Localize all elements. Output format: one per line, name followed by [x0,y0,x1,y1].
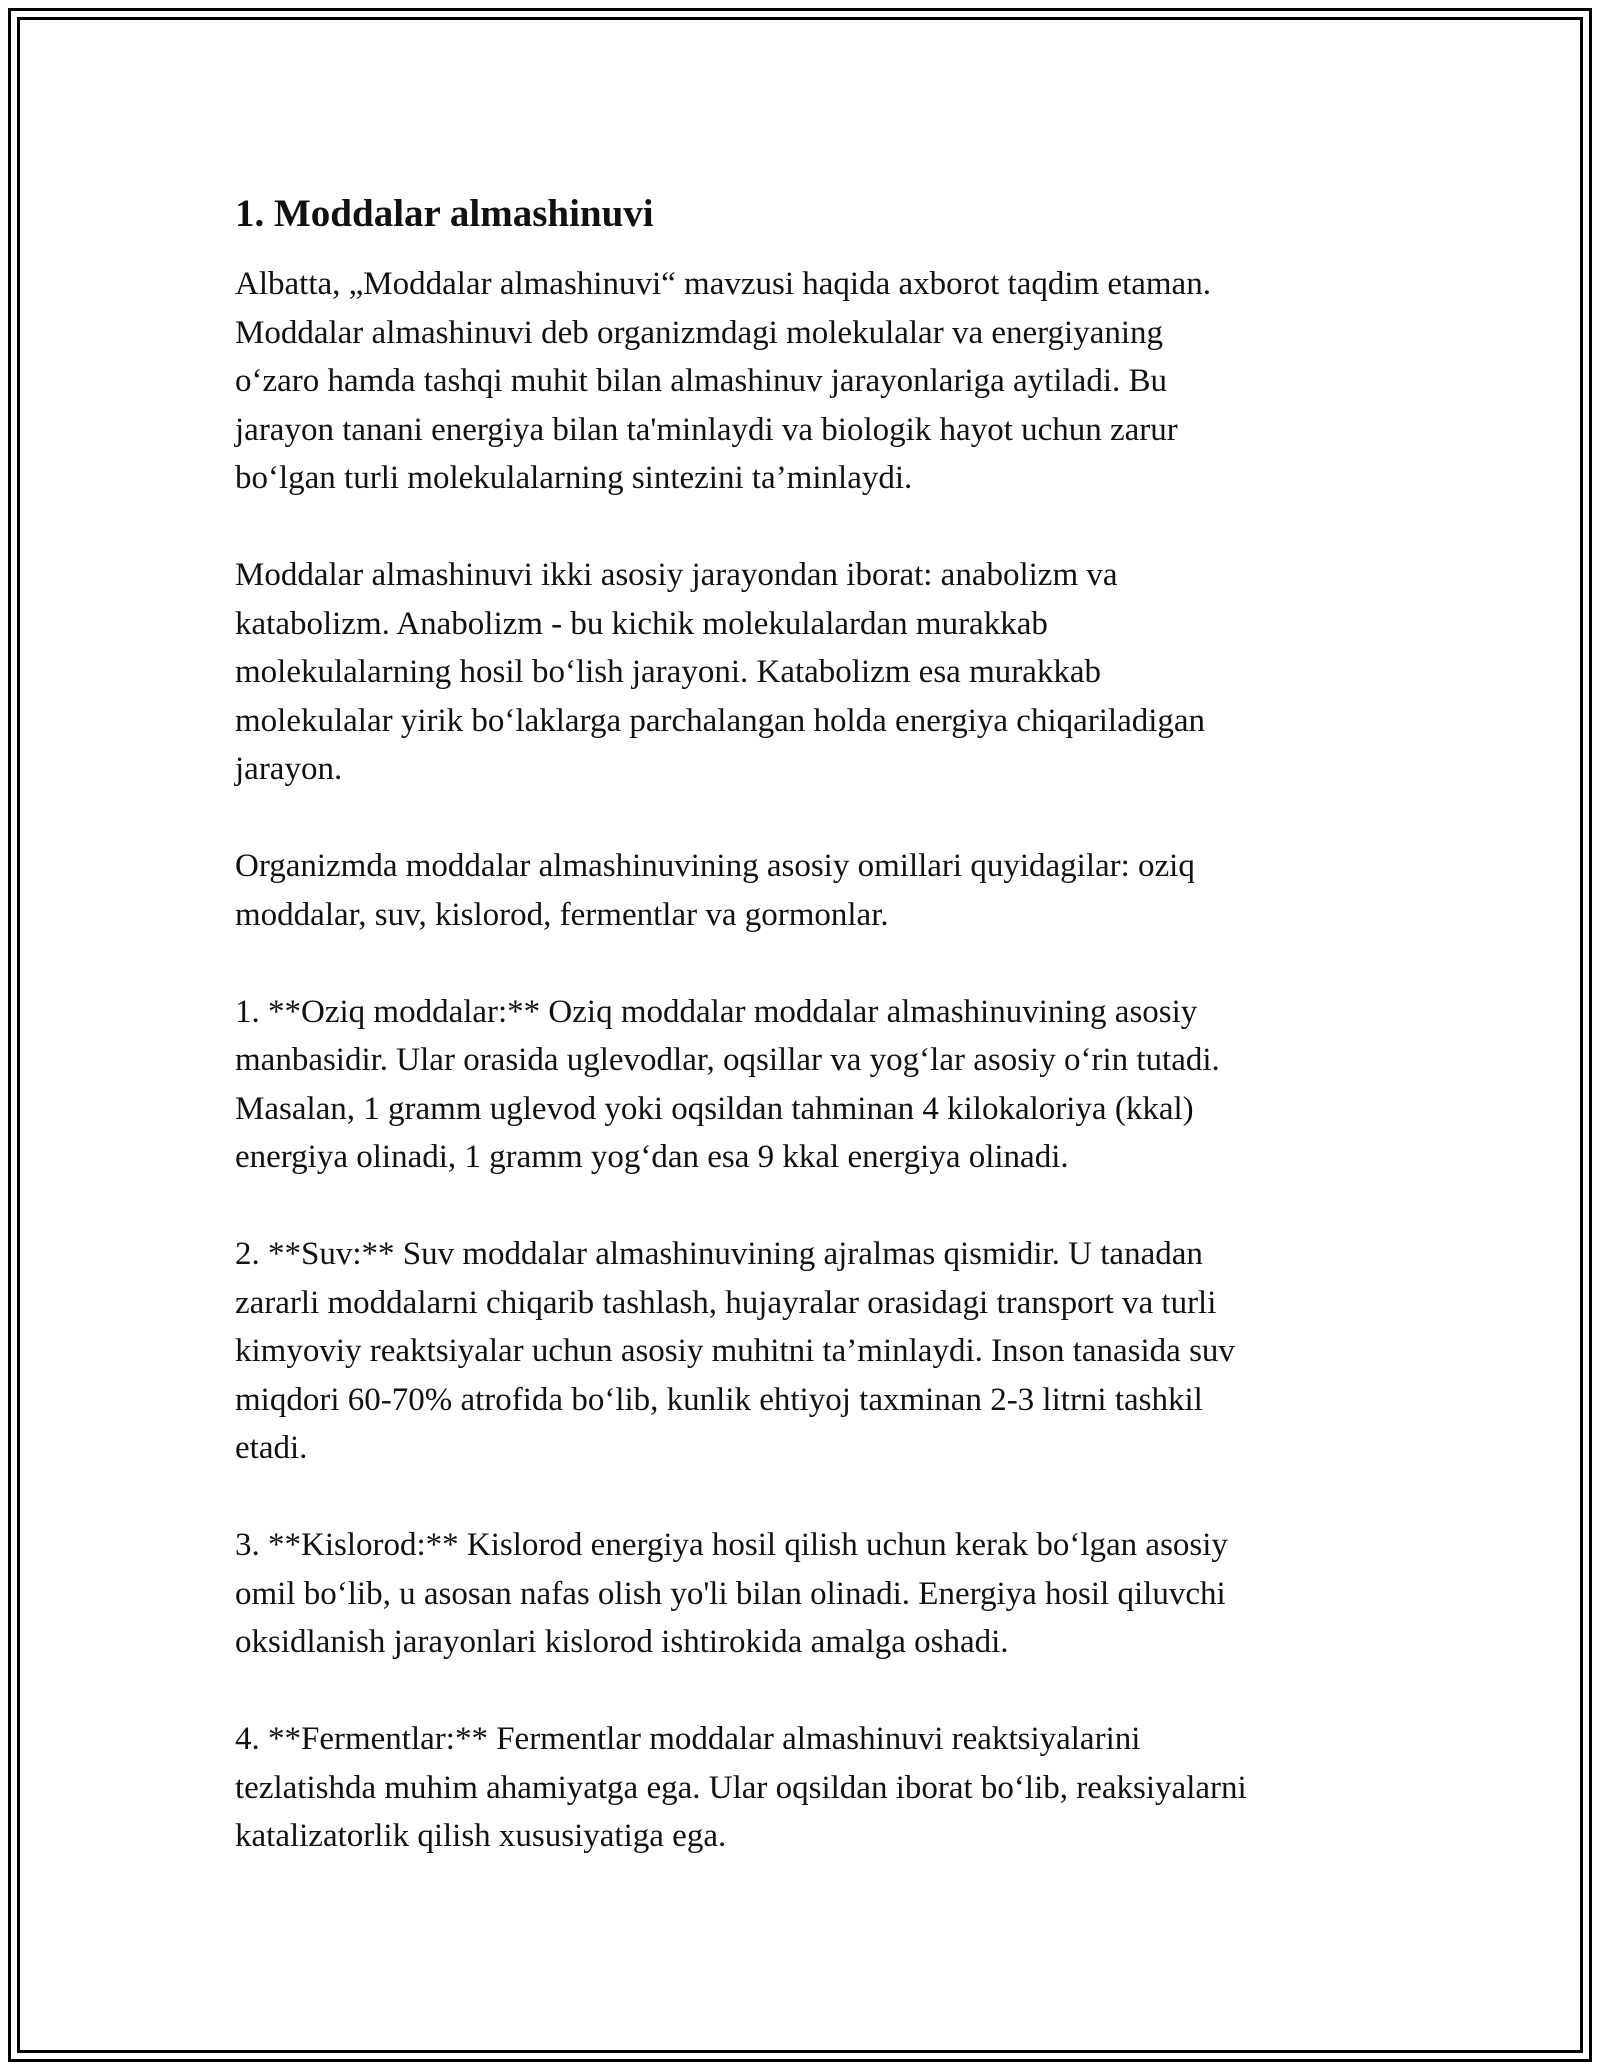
text-line: katabolizm. Anabolizm - bu kichik molekulalardan murakkab [235,605,1048,642]
text-line: Masalan, 1 gramm uglevod yoki oqsildan tahminan 4 kilokaloriya (kkal) [235,1090,1194,1127]
paragraph-water [235,1230,1375,1473]
paragraph-enzymes [235,1715,1375,1861]
paragraph-main-factors [235,842,1375,939]
text-line: molekulalar yirik bo‘laklarga parchalangan holda energiya chiqariladigan [235,702,1206,739]
text-line: 4. **Fermentlar:** Fermentlar moddalar almashinuvi reaktsiyalarini [235,1721,1141,1757]
paragraph-nutrients [235,988,1375,1182]
text-line: oksidlanish jarayonlari kislorod ishtirokida amalga oshadi. [235,1624,1009,1660]
paragraph-anabolism-catabolism [235,551,1375,794]
paragraph-oxygen [235,1521,1375,1667]
document-title: 1. Moddalar almashinuvi [235,192,654,235]
text-line: Moddalar almashinuvi deb organizmdagi molekulalar va energiyaning [235,314,1164,351]
text-line: Albatta, „Moddalar almashinuvi“ mavzusi haqida axborot taqdim etaman. [235,266,1211,302]
text-line: manbasidir. Ular orasida uglevodlar, oqsillar va yog‘lar asosiy o‘rin tutadi. [235,1042,1220,1078]
document-body [235,188,1375,1909]
text-line: moddalar, suv, kislorod, fermentlar va gormonlar. [235,896,889,933]
text-line: jarayon tanani energiya bilan ta'minlaydi va biologik hayot uchun zarur [235,411,1178,448]
text-line: katalizatorlik qilish xususiyatiga ega. [235,1818,727,1854]
text-line: 2. **Suv:** Suv moddalar almashinuvining ajralmas qismidir. U tanadan [235,1236,1203,1272]
text-line: omil bo‘lib, u asosan nafas olish yo'li bilan olinadi. Energiya hosil qiluvchi [235,1575,1226,1612]
text-line: 1. **Oziq moddalar:** Oziq moddalar moddalar almashinuvining asosiy [235,993,1198,1030]
text-line: bo‘lgan turli molekulalarning sintezini ta’minlaydi. [235,460,913,496]
text-line: jarayon. [235,751,343,787]
text-line: o‘zaro hamda tashqi muhit bilan almashinuv jarayonlariga aytiladi. Bu [235,363,1167,399]
text-line: zararli moddalarni chiqarib tashlash, hujayralar orasidagi transport va turli [235,1284,1217,1321]
text-line: etadi. [235,1430,308,1466]
text-line: kimyoviy reaktsiyalar uchun asosiy muhitni ta’minlaydi. Inson tanasida suv [235,1333,1235,1369]
text-line: molekulalarning hosil bo‘lish jarayoni. Katabolizm esa murakkab [235,654,1102,690]
text-line: 3. **Kislorod:** Kislorod energiya hosil qilish uchun kerak bo‘lgan asosiy [235,1527,1228,1563]
text-line: energiya olinadi, 1 gramm yog‘dan esa 9 kkal energiya olinadi. [235,1139,1069,1175]
text-line: tezlatishda muhim ahamiyatga ega. Ular oqsildan iborat bo‘lib, reaksiyalarni [235,1769,1247,1806]
paragraph-intro [235,260,1375,503]
text-line: miqdori 60-70% atrofida bo‘lib, kunlik ehtiyoj taxminan 2-3 litrni tashkil [235,1381,1203,1418]
text-line: Moddalar almashinuvi ikki asosiy jarayondan iborat: anabolizm va [235,557,1118,593]
text-line: Organizmda moddalar almashinuvining asosiy omillari quyidagilar: oziq [235,848,1195,884]
